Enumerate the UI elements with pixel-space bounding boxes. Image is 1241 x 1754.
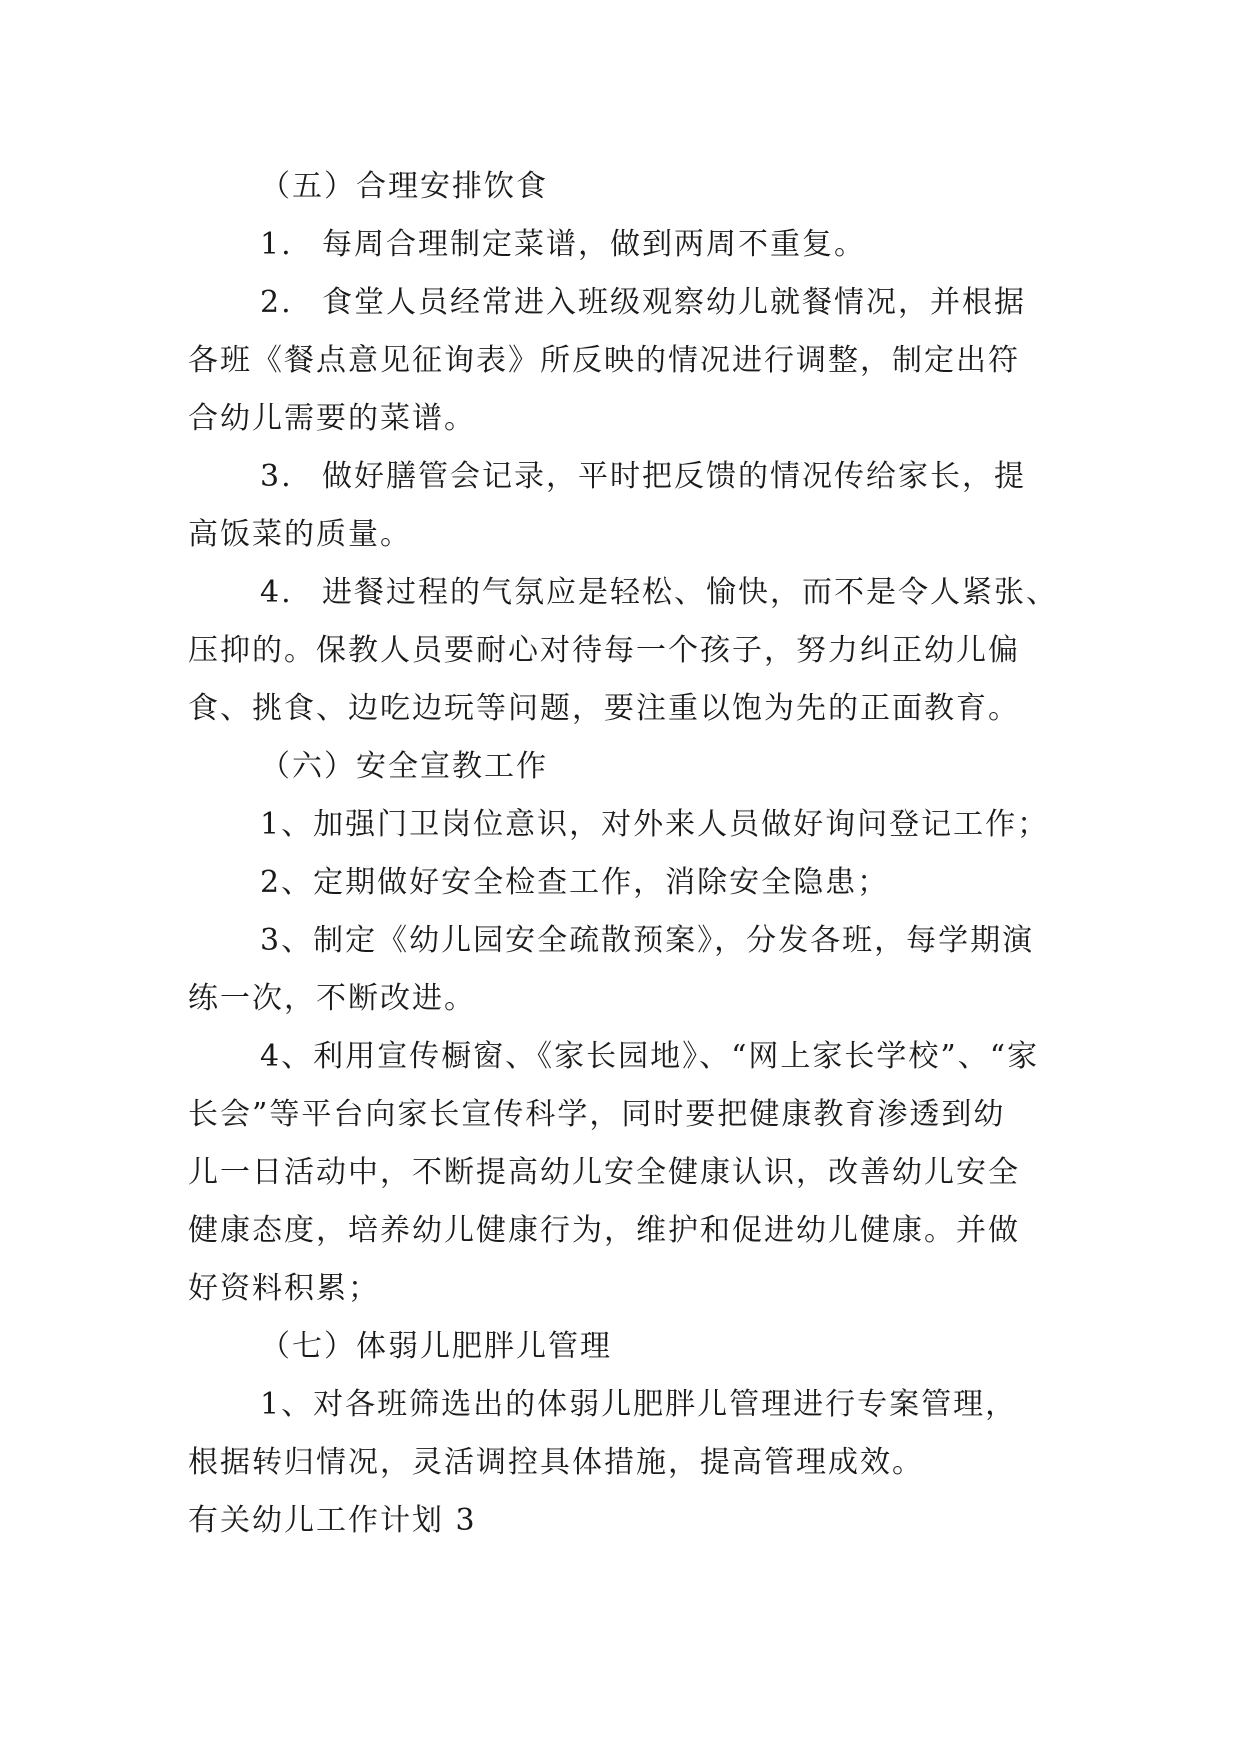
paragraph-line: 4、利用宣传橱窗、《家长园地》、“网上家长学校”、“家 — [260, 1039, 1040, 1074]
paragraph-line: 高饭菜的质量。 — [188, 517, 412, 552]
section-heading-7: （七）体弱儿肥胖儿管理 — [260, 1329, 612, 1364]
list-number: 2. — [260, 285, 293, 320]
paragraph-line: 合幼儿需要的菜谱。 — [188, 401, 476, 436]
paragraph-line: 3. 做好膳管会记录，平时把反馈的情况传给家长，提 — [188, 448, 1068, 506]
paragraph-line: 长会”等平台向家长宣传科学，同时要把健康教育渗透到幼 — [188, 1097, 1006, 1132]
paragraph-line: 根据转归情况，灵活调控具体措施，提高管理成效。 — [188, 1445, 924, 1480]
paragraph-line: 健康态度，培养幼儿健康行为，维护和促进幼儿健康。并做 — [188, 1213, 1020, 1248]
paragraph-line: 好资料积累； — [188, 1271, 380, 1306]
paragraph-line: 1、对各班筛选出的体弱儿肥胖儿管理进行专案管理， — [260, 1387, 1018, 1422]
paragraph-line: 压抑的。保教人员要耐心对待每一个孩子，努力纠正幼儿偏 — [188, 633, 1020, 668]
list-number: 1. — [260, 227, 293, 262]
section-heading-6: （六）安全宣教工作 — [260, 749, 548, 784]
paragraph-line: 2. 食堂人员经常进入班级观察幼儿就餐情况，并根据 — [188, 274, 1068, 332]
paragraph-line: 食、挑食、边吃边玩等问题，要注重以饱为先的正面教育。 — [188, 691, 1020, 726]
document-title: 有关幼儿工作计划 3 — [188, 1503, 477, 1538]
paragraph-line: 儿一日活动中，不断提高幼儿安全健康认识，改善幼儿安全 — [188, 1155, 1020, 1190]
paragraph-line: 2、定期做好安全检查工作，消除安全隐患； — [260, 865, 890, 900]
paragraph-line: 1、加强门卫岗位意识，对外来人员做好询问登记工作； — [260, 807, 1050, 842]
list-number: 4. — [260, 575, 293, 610]
paragraph-line: 练一次，不断改进。 — [188, 981, 476, 1016]
paragraph-line: 4. 进餐过程的气氛应是轻松、愉快，而不是令人紧张、 — [188, 564, 1068, 622]
paragraph-line: 1. 每周合理制定菜谱，做到两周不重复。 — [188, 216, 1068, 274]
section-heading-5: （五）合理安排饮食 — [260, 169, 548, 204]
list-number: 3. — [260, 459, 293, 494]
paragraph-line: 各班《餐点意见征询表》所反映的情况进行调整，制定出符 — [188, 343, 1020, 378]
paragraph-line: 3、制定《幼儿园安全疏散预案》，分发各班，每学期演 — [260, 923, 1035, 958]
document-body — [188, 158, 1068, 1550]
